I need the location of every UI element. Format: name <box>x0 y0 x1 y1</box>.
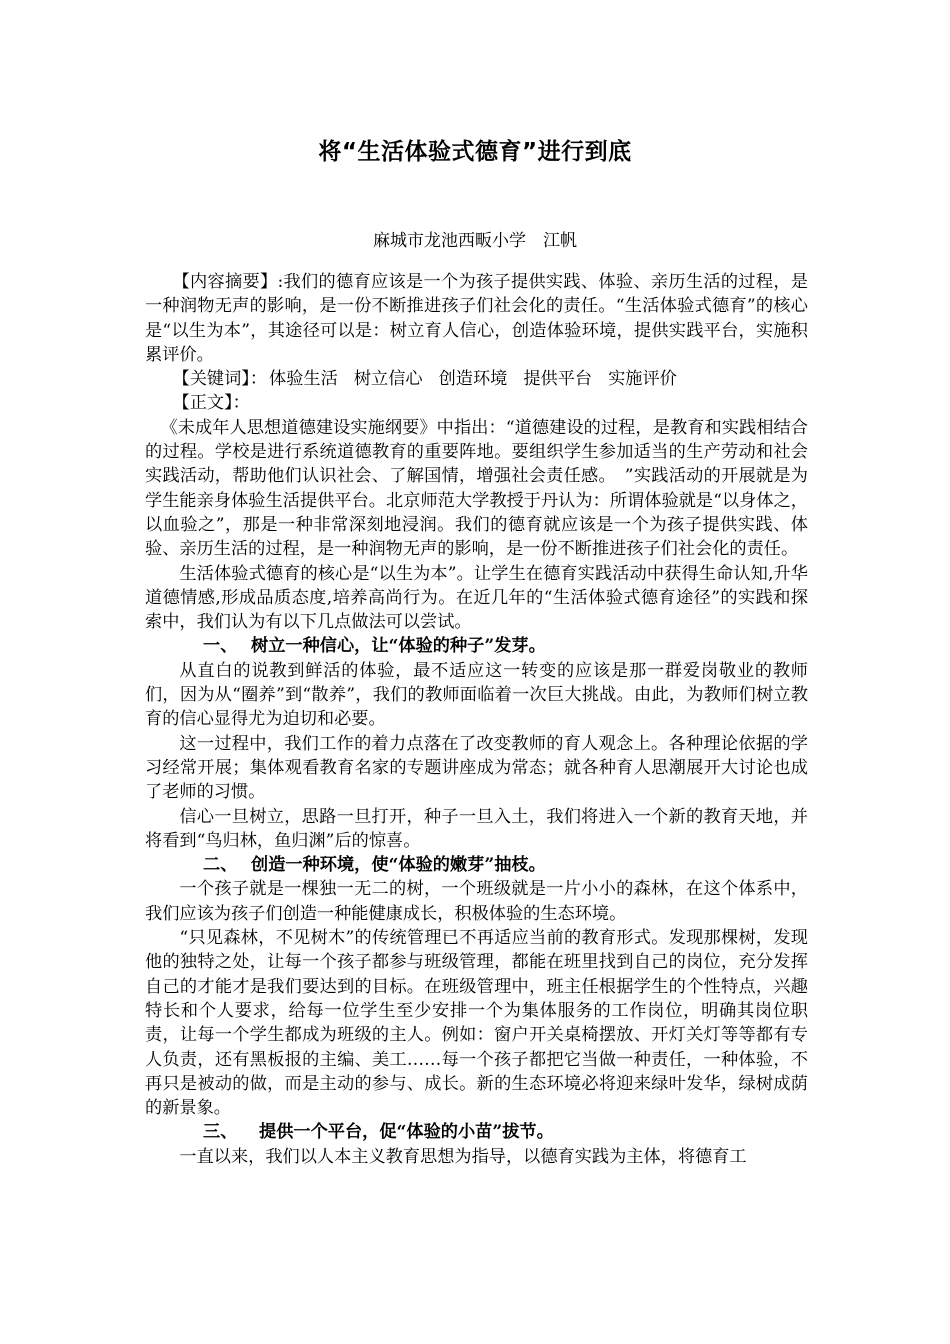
section-heading-3 <box>145 1120 808 1144</box>
body-paragraph: “只见森林，不见树木”的传统管理已不再适应当前的教育形式。发现那棵树，发现他的独特之处，让每一个孩子都参与班级管理，都能在班里找到自己的岗位，充分发挥自己的才能才是我们要达到的目标。在班级管理中，班主任根据学生的个性特点，兴趣特长和个人要求，给每一位学生至少安排一个为集体服务的工作岗位，明确其岗位职责，让每一个学生都成为班级的主人。例如：窗户开关桌椅摆放、开灯关灯等等都有专人负责，还有黑板报的主编、美工……每一个孩子都把它当做一种责任，一种体验，不再只是被动的做，而是主动的参与、成长。新的生态环境必将迎来绿叶发华，绿树成荫的新景象。 <box>145 928 808 1119</box>
keyword: 实施评价 <box>608 369 677 390</box>
document-title: 将“生活体验式德育”进行到底 <box>318 139 632 165</box>
body-label: 【正文】： <box>172 393 250 414</box>
section-title: 提供一个平台，促“体验的小苗”拔节。 <box>259 1122 554 1143</box>
keyword: 树立信心 <box>353 369 423 390</box>
body-paragraph: 一个孩子就是一棵独一无二的树，一个班级就是一片小小的森林，在这个体系中，我们应该为孩子们创造一种能健康成长，积极体验的生态环境。 <box>145 879 808 924</box>
section-number: 二、 <box>203 855 238 876</box>
body-paragraph: 《未成年人思想道德建设实施纲要》中指出：“道德建设的过程，是教育和实践相结合的过程。学校是进行系统道德教育的重要阵地。要组织学生参加适当的生产劳动和社会实践活动，帮助他们认识社会、了解国情，增强社会责任感。 ”实践活动的开展就是为学生能亲身体验生活提供平台。北京师范大学教授于丹认为：所谓体验就是“以身体之，以血验之”，那是一种非常深刻地浸润。我们的德育就应该是一个为孩子提供实践、体验、亲历生活的过程，是一种润物无声的影响，是一份不断推进孩子们社会化的责任。 <box>145 417 808 560</box>
keywords-line <box>145 367 808 391</box>
section-number: 三、 <box>203 1122 238 1143</box>
keyword: 创造环境 <box>438 369 508 390</box>
abstract-paragraph: 【内容摘要】:我们的德育应该是一个为孩子提供实践、体验、亲历生活的过程，是一种润物无声的影响，是一份不断推进孩子们社会化的责任。“生活体验式德育”的核心是“以生为本”，其途径可以是：树立育人信心，创造体验环境，提供实践平台，实施积累评价。 <box>145 272 808 365</box>
section-title: 树立一种信心，让“体验的种子”发芽。 <box>251 636 546 657</box>
section-title: 创造一种环境，使“体验的嫩芽”抽枝。 <box>251 855 546 876</box>
section-number: 一、 <box>203 636 238 657</box>
body-paragraph: 一直以来，我们以人本主义教育思想为指导，以德育实践为主体，将德育工 <box>179 1146 747 1167</box>
body-paragraph: 这一过程中，我们工作的着力点落在了改变教师的育人观念上。各种理论依据的学习经常开展；集体观看教育名家的专题讲座成为常态；就各种育人思潮展开大讨论也成了老师的习惯。 <box>145 733 808 803</box>
keywords-label: 【关键词】： <box>172 369 268 390</box>
body-paragraph: 从直白的说教到鲜活的体验，最不适应这一转变的应该是那一群爱岗敬业的教师们，因为从“圈养”到“散养”，我们的教师面临着一次巨大挑战。由此，为教师们树立教育的信心显得尤为迫切和必要。 <box>145 660 808 730</box>
section-heading-2 <box>145 853 808 877</box>
section-heading-1 <box>145 634 808 658</box>
author-line: 麻城市龙池西畈小学 江帆 <box>373 231 577 251</box>
document-body <box>145 270 808 1169</box>
body-paragraph: 信心一旦树立，思路一旦打开，种子一旦入土，我们将进入一个新的教育天地，并将看到“鸟归林，鱼归渊”后的惊喜。 <box>145 806 808 851</box>
body-paragraph: 生活体验式德育的核心是“以生为本”。让学生在德育实践活动中获得生命认知,升华道德情感,形成品质态度,培养高尚行为。在近几年的“生活体验式德育途径”的实践和探索中，我们认为有以下几点做法可以尝试。 <box>145 563 808 633</box>
keyword: 提供平台 <box>523 369 593 390</box>
keyword: 体验生活 <box>269 369 338 390</box>
